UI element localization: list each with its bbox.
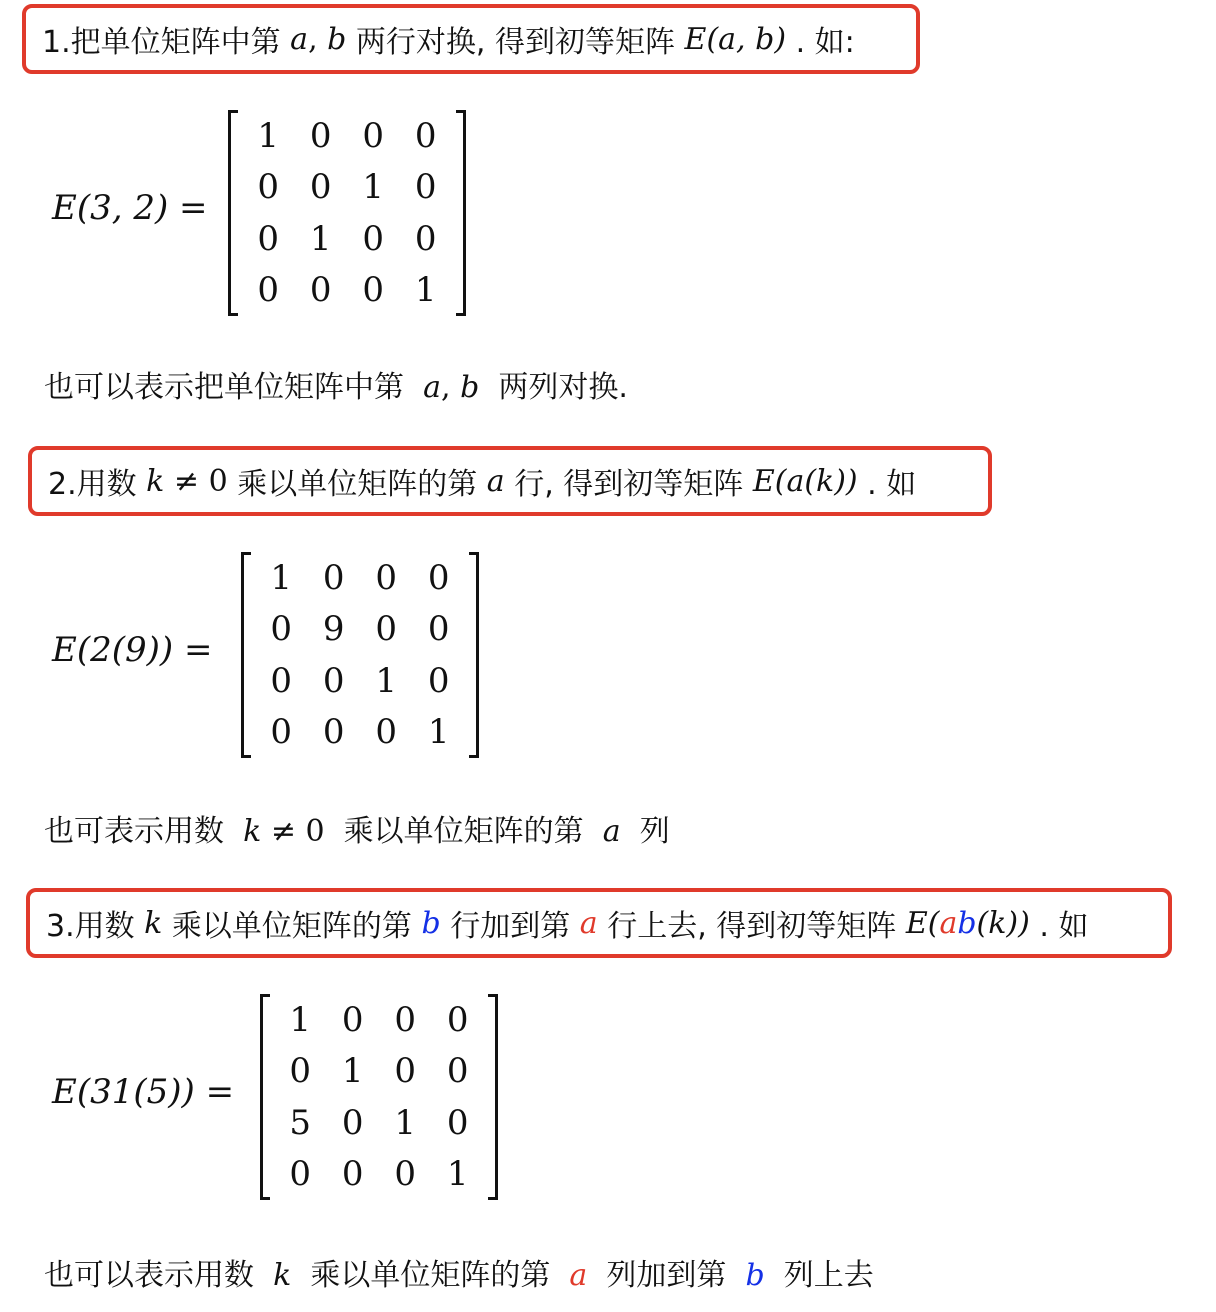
matrix-cell: 0 <box>322 557 345 598</box>
right-bracket <box>488 994 498 1200</box>
matrix-cell: 0 <box>309 270 332 311</box>
var-b: b <box>327 21 347 57</box>
matrix-cell: 0 <box>394 1154 417 1195</box>
var-b: b <box>745 1258 765 1293</box>
var-a: a <box>423 370 441 405</box>
matrix-cell: 0 <box>270 712 293 753</box>
comma: , <box>308 21 318 57</box>
matrix-cell: 0 <box>289 1154 312 1195</box>
matrix-cell: 0 <box>375 557 398 598</box>
matrix-cell: 0 <box>257 218 280 259</box>
matrix-cell: 5 <box>289 1102 312 1143</box>
matrix-cell: 0 <box>427 609 450 650</box>
left-bracket <box>241 552 251 758</box>
matrix-cell: 0 <box>362 270 385 311</box>
section-2-heading: 2.用数 k ≠ 0 乘以单位矩阵的第 a 行, 得到初等矩阵 E(a(k)) . 如 <box>28 446 992 516</box>
matrix-cell: 0 <box>414 115 437 156</box>
section-3-heading: 3.用数 k 乘以单位矩阵的第 b 行加到第 a 行上去, 得到初等矩阵 E(ab(k)) . 如 <box>26 888 1172 958</box>
example-1-matrix <box>228 110 466 316</box>
matrix-cell: 0 <box>446 999 469 1040</box>
matrix-cell: 0 <box>394 999 417 1040</box>
section-2-note: 也可表示用数 k ≠ 0 乘以单位矩阵的第 a 列 <box>44 814 670 849</box>
matrix-cell: 1 <box>309 218 332 259</box>
formula: E(ab(k)) <box>905 905 1030 941</box>
matrix-cell: 0 <box>446 1102 469 1143</box>
matrix-cell: 0 <box>414 167 437 208</box>
matrix-cell: 0 <box>446 1051 469 1092</box>
var-k: k <box>146 463 165 499</box>
matrix-cell: 0 <box>427 557 450 598</box>
matrix-cell: 0 <box>394 1051 417 1092</box>
section-1-note: 也可以表示把单位矩阵中第 a, b 两列对换. <box>44 370 628 405</box>
matrix-cell: 0 <box>427 660 450 701</box>
matrix-cell: 0 <box>289 1051 312 1092</box>
left-bracket <box>228 110 238 316</box>
var-k: k <box>273 1258 292 1293</box>
matrix-cell: 1 <box>446 1154 469 1195</box>
matrix-cell: 1 <box>289 999 312 1040</box>
formula: E(a(k)) <box>752 463 858 499</box>
not-equal-sign: ≠ <box>173 463 200 499</box>
matrix-cell: 0 <box>309 115 332 156</box>
var-a: a <box>569 1258 588 1293</box>
matrix-cell: 0 <box>362 115 385 156</box>
example-2-matrix <box>241 552 479 758</box>
matrix-cell: 0 <box>257 270 280 311</box>
var-b: b <box>460 370 480 405</box>
matrix-cell: 9 <box>322 609 345 650</box>
right-bracket <box>456 110 466 316</box>
matrix-cell: 0 <box>362 218 385 259</box>
example-3-lhs: E(31(5)) = <box>52 1072 235 1112</box>
matrix-cell: 1 <box>394 1102 417 1143</box>
matrix-cell: 1 <box>427 712 450 753</box>
right-bracket <box>469 552 479 758</box>
example-3-matrix <box>260 994 498 1200</box>
matrix-cell: 1 <box>257 115 280 156</box>
var-a: a <box>290 21 309 57</box>
not-equal-sign: ≠ <box>270 814 296 849</box>
matrix-cell: 0 <box>341 1154 364 1195</box>
matrix-cell: 1 <box>375 660 398 701</box>
matrix-cell: 0 <box>322 712 345 753</box>
matrix-cell: 0 <box>257 167 280 208</box>
matrix-cell: 1 <box>270 557 293 598</box>
section-3-note: 也可以表示用数 k 乘以单位矩阵的第 a 列加到第 b 列上去 <box>44 1258 874 1293</box>
matrix-cell: 0 <box>309 167 332 208</box>
example-2-lhs: E(2(9)) = <box>52 630 213 670</box>
matrix-cell: 0 <box>341 999 364 1040</box>
var-k: k <box>144 905 163 941</box>
heading-text: 两行对换, 得到初等矩阵 <box>355 25 675 60</box>
var-k: k <box>243 814 262 849</box>
matrix-cell: 0 <box>270 660 293 701</box>
matrix-cell: 0 <box>414 218 437 259</box>
matrix-cell: 0 <box>341 1102 364 1143</box>
matrix-cell: 1 <box>341 1051 364 1092</box>
matrix-cell: 0 <box>375 712 398 753</box>
section-1-heading <box>22 4 920 74</box>
var-a: a <box>602 814 621 849</box>
matrix-cell: 0 <box>322 660 345 701</box>
matrix-cell: 0 <box>270 609 293 650</box>
var-a: a <box>579 905 598 941</box>
matrix-cell: 1 <box>414 270 437 311</box>
example-1-lhs: E(3, 2) = <box>52 188 208 228</box>
left-bracket <box>260 994 270 1200</box>
matrix-cell: 1 <box>362 167 385 208</box>
heading-text: 1.把单位矩阵中第 <box>42 25 281 60</box>
formula: E(a, b) <box>684 21 787 57</box>
var-b: b <box>421 905 441 941</box>
var-a: a <box>486 463 505 499</box>
matrix-cell: 0 <box>375 609 398 650</box>
heading-suffix: . 如: <box>795 25 855 60</box>
